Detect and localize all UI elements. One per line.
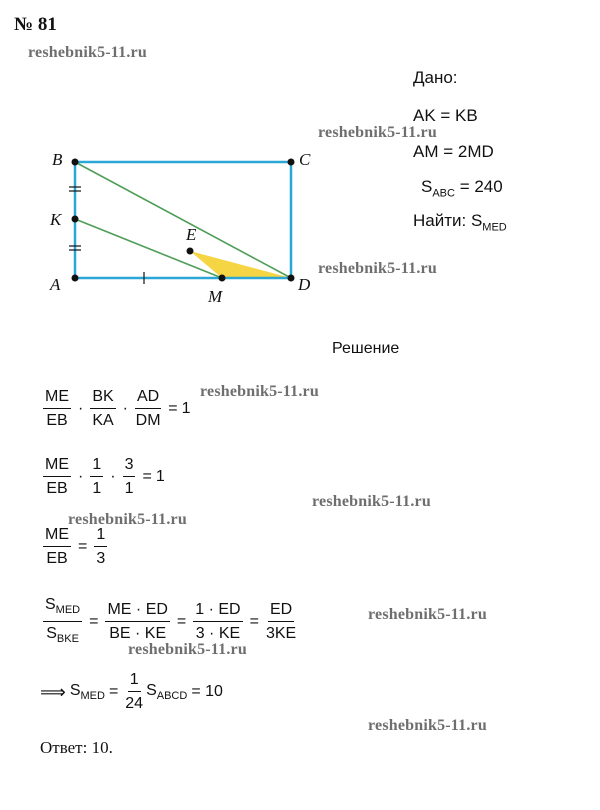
watermark: reshebnik5-11.ru bbox=[368, 717, 487, 734]
denominator: 3 bbox=[96, 550, 106, 567]
label-e: E bbox=[186, 225, 197, 244]
area-symbol: S bbox=[45, 596, 56, 613]
numerator: 1 bbox=[94, 526, 107, 547]
area-term bbox=[146, 682, 187, 702]
label-d: D bbox=[298, 275, 311, 294]
dot-operator: · bbox=[122, 400, 128, 417]
subscript: BKE bbox=[56, 633, 79, 646]
fraction bbox=[125, 671, 143, 713]
implies-arrow-icon: ⟹ bbox=[40, 681, 66, 702]
numerator: ME · ED bbox=[105, 601, 169, 622]
denominator: EB bbox=[46, 412, 68, 429]
equation-row-5 bbox=[40, 671, 227, 713]
denominator: 1 bbox=[92, 480, 102, 497]
equal-marks bbox=[69, 187, 144, 284]
fraction bbox=[123, 456, 136, 498]
numerator: ME bbox=[43, 456, 71, 477]
denominator: 24 bbox=[125, 695, 144, 712]
find-label: Найти: S bbox=[413, 211, 483, 230]
point-e-dot bbox=[187, 248, 194, 255]
rhs-value: 1 bbox=[155, 468, 165, 485]
fraction bbox=[94, 526, 107, 568]
numerator: 3 bbox=[123, 456, 136, 477]
denominator: BE · KE bbox=[109, 625, 167, 643]
subscript: MED bbox=[80, 690, 105, 703]
area-symbol: S bbox=[421, 177, 433, 196]
answer-line: Ответ: 10. bbox=[40, 738, 113, 757]
rhs-value: 1 bbox=[181, 400, 191, 417]
problem-number: № 81 bbox=[14, 14, 57, 35]
watermark: reshebnik5-11.ru bbox=[200, 383, 319, 400]
fraction bbox=[43, 388, 71, 430]
dot-operator: · bbox=[110, 468, 116, 485]
equals-sign: = bbox=[249, 613, 259, 631]
watermark: reshebnik5-11.ru bbox=[318, 124, 437, 141]
denominator: 3 · KE bbox=[195, 625, 241, 643]
denominator: EB bbox=[46, 550, 68, 567]
watermark: reshebnik5-11.ru bbox=[368, 606, 487, 623]
fraction bbox=[90, 456, 103, 498]
vertex-a-dot bbox=[72, 275, 79, 282]
numerator: ME bbox=[43, 388, 71, 409]
area-symbol: S bbox=[46, 625, 57, 643]
point-m-dot bbox=[219, 275, 226, 282]
fraction bbox=[135, 388, 161, 430]
given-line-1: AK = KB bbox=[413, 106, 478, 125]
numerator: ME bbox=[43, 526, 71, 547]
equation-row-1 bbox=[40, 388, 190, 430]
numerator: 1 bbox=[90, 456, 103, 477]
fraction bbox=[43, 456, 71, 498]
area-term bbox=[70, 682, 105, 702]
equals-sign: = bbox=[142, 468, 152, 485]
denominator: EB bbox=[46, 480, 68, 497]
area-subscript: ABC bbox=[432, 187, 455, 200]
subscript: MED bbox=[55, 604, 81, 617]
numerator bbox=[43, 596, 82, 622]
fraction bbox=[266, 601, 296, 643]
watermark: reshebnik5-11.ru bbox=[28, 44, 147, 61]
equals-sign: = bbox=[78, 538, 88, 555]
watermark: reshebnik5-11.ru bbox=[318, 260, 437, 277]
denominator: 3KE bbox=[265, 625, 297, 643]
label-k: K bbox=[50, 210, 62, 229]
point-k-dot bbox=[72, 216, 79, 223]
watermark: reshebnik5-11.ru bbox=[312, 493, 431, 510]
numerator: AD bbox=[135, 388, 161, 409]
rhs-value: = 10 bbox=[191, 683, 223, 700]
equals-sign: = bbox=[168, 400, 178, 417]
denominator: DM bbox=[135, 412, 161, 429]
dot-operator: · bbox=[78, 468, 84, 485]
area-value: = 240 bbox=[454, 177, 503, 196]
label-m: M bbox=[208, 287, 223, 306]
find-subscript: MED bbox=[482, 221, 507, 234]
line-bd bbox=[75, 162, 291, 278]
geometry-figure bbox=[0, 0, 600, 310]
label-b: B bbox=[52, 150, 63, 169]
numerator: 1 bbox=[128, 671, 141, 692]
equation-row-4 bbox=[40, 596, 299, 648]
solution-heading: Решение bbox=[332, 340, 400, 357]
label-a: A bbox=[50, 275, 61, 294]
triangle-med-fill bbox=[190, 251, 291, 278]
watermark: reshebnik5-11.ru bbox=[68, 511, 187, 528]
subscript: ABCD bbox=[156, 690, 188, 703]
fraction bbox=[43, 596, 82, 648]
denominator bbox=[46, 622, 79, 648]
equation-row-2 bbox=[40, 456, 165, 498]
equation-row-3 bbox=[40, 526, 110, 568]
fraction bbox=[43, 526, 71, 568]
numerator: ED bbox=[268, 601, 294, 622]
numerator: BK bbox=[90, 388, 115, 409]
line-km bbox=[75, 219, 222, 278]
equals-sign: = bbox=[108, 683, 119, 700]
label-c: C bbox=[299, 150, 311, 169]
fraction bbox=[193, 601, 242, 643]
vertex-c-dot bbox=[288, 159, 295, 166]
area-symbol: S bbox=[146, 681, 157, 699]
equals-sign: = bbox=[89, 613, 99, 631]
denominator: 1 bbox=[124, 480, 134, 497]
given-line-2: AM = 2MD bbox=[413, 142, 494, 161]
equals-sign: = bbox=[176, 613, 187, 631]
numerator: 1 · ED bbox=[193, 601, 242, 622]
dot-operator: · bbox=[78, 400, 84, 417]
given-heading: Дано: bbox=[413, 68, 458, 87]
fraction bbox=[90, 388, 115, 430]
fraction bbox=[105, 601, 169, 643]
denominator: KA bbox=[92, 412, 114, 429]
vertex-b-dot bbox=[72, 159, 79, 166]
vertex-d-dot bbox=[288, 275, 295, 282]
area-symbol: S bbox=[69, 681, 81, 699]
watermark: reshebnik5-11.ru bbox=[128, 641, 247, 658]
